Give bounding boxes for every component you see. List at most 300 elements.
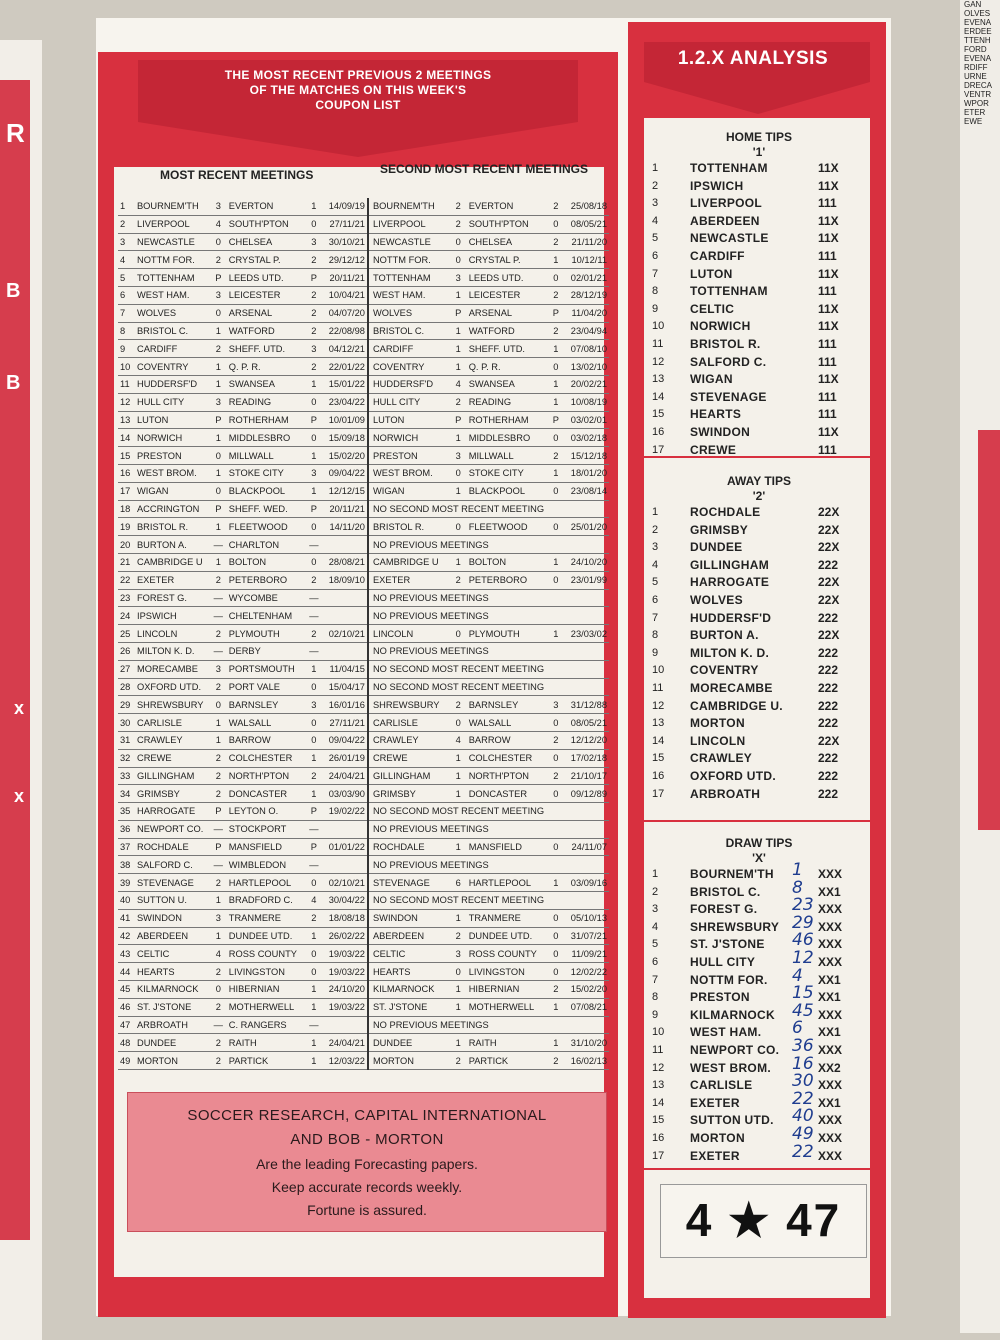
home-team: LUTON <box>135 411 210 429</box>
draw-tip-row <box>648 947 870 972</box>
second-home-score: 3 <box>450 269 467 287</box>
away-team: ROSS COUNTY <box>227 945 306 963</box>
second-away-team: ROSS COUNTY <box>467 945 548 963</box>
home-score: 2 <box>210 785 227 803</box>
away-team: LEICESTER <box>227 286 306 304</box>
meeting-row <box>118 838 609 856</box>
meeting-row <box>118 909 609 927</box>
tip-team: KILMARNOCK <box>690 1007 775 1022</box>
away-team: SHEFF. UTD. <box>227 340 306 358</box>
tip-team: TOTTENHAM <box>690 161 768 175</box>
away-tip-row <box>648 786 870 804</box>
away-tip-row <box>648 733 870 751</box>
meeting-row <box>118 589 609 607</box>
second-home-team: CARDIFF <box>368 340 450 358</box>
second-meeting-date: 25/01/20 <box>564 518 609 536</box>
second-away-team: CHELSEA <box>467 233 548 251</box>
tip-code: 11X <box>818 424 839 439</box>
meeting-row <box>118 304 609 322</box>
meeting-row <box>118 820 609 838</box>
meeting-number: 23 <box>118 589 135 607</box>
away-score: 2 <box>305 251 322 269</box>
home-team: CREWE <box>135 749 210 767</box>
tip-team: ABERDEEN <box>690 213 760 228</box>
tip-code: XX1 <box>818 990 841 1005</box>
tip-team: WEST BROM. <box>690 1060 771 1075</box>
home-score: 0 <box>210 981 227 999</box>
tip-number: 2 <box>652 179 659 192</box>
home-score: 1 <box>210 358 227 376</box>
banker-box <box>660 1184 867 1258</box>
second-home-score: 0 <box>450 251 467 269</box>
away-score: 1 <box>305 785 322 803</box>
tip-number: 1 <box>652 868 659 880</box>
tip-team: CELTIC <box>690 301 735 316</box>
away-team: RAITH <box>227 1034 306 1052</box>
home-team: HUDDERSF'D <box>135 375 210 393</box>
draw-tip-row <box>648 983 870 1007</box>
tip-number: 16 <box>652 1131 665 1144</box>
second-home-score: 1 <box>450 767 467 785</box>
home-tips-list <box>648 160 870 459</box>
second-away-score: 1 <box>547 251 564 269</box>
second-home-team: NORWICH <box>368 429 450 447</box>
home-tips-sub: '1' <box>752 145 766 159</box>
second-away-team: DONCASTER <box>467 785 548 803</box>
away-score: — <box>305 856 322 874</box>
away-team: LEEDS UTD. <box>227 269 306 287</box>
away-score: P <box>305 500 322 518</box>
draw-tip-row <box>648 965 870 990</box>
tip-number: 7 <box>652 267 659 280</box>
home-team: WEST HAM. <box>135 286 210 304</box>
second-away-team: ARSENAL <box>467 304 548 322</box>
meeting-number: 17 <box>118 482 135 500</box>
away-team: Q. P. R. <box>227 358 306 376</box>
meeting-date: 14/09/19 <box>322 198 368 215</box>
away-tip-row <box>648 750 870 768</box>
meeting-row <box>118 981 609 999</box>
second-away-score: 2 <box>547 731 564 749</box>
meetings-table <box>118 198 609 1070</box>
draw-tips-section <box>648 836 870 1165</box>
home-team: NOTTM FOR. <box>135 251 210 269</box>
second-away-team: BARNSLEY <box>467 696 548 714</box>
home-score: 3 <box>210 909 227 927</box>
home-score: 0 <box>210 482 227 500</box>
handwritten-coupon-number: 22 <box>792 1088 814 1109</box>
second-away-score: 2 <box>547 767 564 785</box>
home-score: P <box>210 838 227 856</box>
meeting-date <box>322 1016 368 1034</box>
home-score: 2 <box>210 1052 227 1070</box>
meeting-date: 19/03/22 <box>322 963 368 981</box>
tip-team: NEWCASTLE <box>690 231 769 246</box>
tip-code: 111 <box>818 389 837 404</box>
home-tip-row <box>648 248 870 266</box>
second-home-team: SHREWSBURY <box>368 696 450 714</box>
draw-tips-list <box>648 860 870 1165</box>
meeting-number: 39 <box>118 874 135 892</box>
draw-tip-row <box>648 895 870 919</box>
second-away-score: 0 <box>547 269 564 287</box>
handwritten-coupon-number: 49 <box>792 1123 814 1144</box>
meeting-row <box>118 998 609 1016</box>
second-away-score: 0 <box>547 749 564 767</box>
second-meeting-date: 23/01/99 <box>564 571 609 589</box>
second-home-score: 0 <box>450 714 467 732</box>
away-score: 1 <box>305 1034 322 1052</box>
edge-word: ETER <box>964 108 986 117</box>
tip-team: HARROGATE <box>690 575 770 590</box>
away-score: 1 <box>305 660 322 678</box>
second-home-team: CAMBRIDGE U <box>368 553 450 571</box>
second-home-team: KILMARNOCK <box>368 981 450 999</box>
second-home-team: WOLVES <box>368 304 450 322</box>
meeting-row <box>118 892 609 910</box>
meeting-number: 29 <box>118 696 135 714</box>
second-meeting-date: 31/12/88 <box>564 696 609 714</box>
meeting-number: 36 <box>118 820 135 838</box>
away-score: 2 <box>305 304 322 322</box>
tip-team: BOURNEM'TH <box>690 867 774 881</box>
away-tip-row <box>648 662 870 680</box>
home-team: NEWCASTLE <box>135 233 210 251</box>
tip-number: 2 <box>652 523 659 536</box>
away-score: — <box>305 820 322 838</box>
second-away-team: TRANMERE <box>467 909 548 927</box>
home-team: ACCRINGTON <box>135 500 210 518</box>
second-home-score: 2 <box>450 571 467 589</box>
second-away-team: MIDDLESBRO <box>467 429 548 447</box>
second-away-team: EVERTON <box>467 198 548 215</box>
away-tip-row <box>648 698 870 716</box>
second-home-team: COVENTRY <box>368 358 450 376</box>
second-away-score: 0 <box>547 482 564 500</box>
tip-code: 222 <box>818 680 839 695</box>
home-team: DUNDEE <box>135 1034 210 1052</box>
meeting-number: 42 <box>118 927 135 945</box>
adjacent-red-panel <box>0 80 30 1240</box>
meeting-date: 27/11/21 <box>322 215 368 233</box>
meeting-number: 15 <box>118 447 135 465</box>
home-score: 2 <box>210 874 227 892</box>
tip-code: XXX <box>818 1078 843 1093</box>
second-away-score: 2 <box>547 1052 564 1070</box>
away-score: 0 <box>305 518 322 536</box>
away-team: MIDDLESBRO <box>227 429 306 447</box>
tip-team: STEVENAGE <box>690 389 767 404</box>
tip-code: 222 <box>818 663 839 678</box>
draw-tip-row <box>648 1123 870 1148</box>
tip-code: XX1 <box>818 1025 841 1040</box>
second-away-score: 0 <box>547 838 564 856</box>
away-tip-row <box>648 557 870 575</box>
meeting-number: 47 <box>118 1016 135 1034</box>
meeting-date: 15/09/18 <box>322 429 368 447</box>
away-team: BARNSLEY <box>227 696 306 714</box>
second-meeting-date: 20/02/21 <box>564 375 609 393</box>
home-team: HEARTS <box>135 963 210 981</box>
tip-code: XXX <box>818 919 843 934</box>
home-tip-row <box>648 406 870 424</box>
edge-word: EWE <box>964 117 983 126</box>
second-meeting-date: 08/05/21 <box>564 714 609 732</box>
second-home-team: LINCOLN <box>368 625 450 643</box>
second-home-score: 4 <box>450 731 467 749</box>
tip-number: 11 <box>652 1043 664 1056</box>
tip-team: MILTON K. D. <box>690 645 770 660</box>
home-team: GRIMSBY <box>135 785 210 803</box>
home-team: HULL CITY <box>135 393 210 411</box>
home-tip-row <box>648 354 870 372</box>
away-score: P <box>305 838 322 856</box>
tip-code: XX1 <box>818 884 841 899</box>
tip-number: 10 <box>652 1026 665 1039</box>
tip-team: PRESTON <box>690 990 750 1005</box>
away-team: MILLWALL <box>227 447 306 465</box>
away-team: STOCKPORT <box>227 820 306 838</box>
analysis-title: 1.2.X ANALYSIS <box>677 48 829 69</box>
second-away-score: P <box>547 411 564 429</box>
home-tip-row <box>648 371 870 389</box>
home-score: 1 <box>210 927 227 945</box>
home-tip-row <box>648 424 870 442</box>
meeting-number: 4 <box>118 251 135 269</box>
draw-tip-row <box>648 1053 870 1078</box>
tip-code: 22X <box>818 628 840 643</box>
adjacent-page-right <box>960 0 1000 1333</box>
away-team: FLEETWOOD <box>227 518 306 536</box>
edge-letter: B <box>6 372 21 394</box>
tip-team: DUNDEE <box>690 540 743 555</box>
tip-team: EXETER <box>690 1095 740 1110</box>
away-score: 0 <box>305 215 322 233</box>
second-away-score: 0 <box>547 215 564 233</box>
home-team: ROCHDALE <box>135 838 210 856</box>
away-team: TRANMERE <box>227 909 306 927</box>
second-meeting-note: NO PREVIOUS MEETINGS <box>368 607 609 625</box>
home-team: OXFORD UTD. <box>135 678 210 696</box>
away-score: 0 <box>305 429 322 447</box>
meeting-date: 19/03/22 <box>322 945 368 963</box>
second-home-score: 4 <box>450 375 467 393</box>
tip-number: 8 <box>652 991 659 1004</box>
second-home-score: 3 <box>450 447 467 465</box>
meeting-row <box>118 269 609 287</box>
handwritten-coupon-number: 30 <box>792 1071 814 1092</box>
second-meeting-date: 09/12/89 <box>564 785 609 803</box>
meeting-number: 37 <box>118 838 135 856</box>
meeting-number: 2 <box>118 215 135 233</box>
home-team: CARLISLE <box>135 714 210 732</box>
away-team: NORTH'PTON <box>227 767 306 785</box>
tip-number: 7 <box>652 611 659 624</box>
meeting-row <box>118 803 609 821</box>
away-team: WYCOMBE <box>227 589 306 607</box>
second-home-score: 0 <box>450 233 467 251</box>
meeting-date: 26/01/19 <box>322 749 368 767</box>
meeting-date: 23/04/22 <box>322 393 368 411</box>
tip-team: NORWICH <box>690 319 751 334</box>
second-away-team: LEICESTER <box>467 286 548 304</box>
home-tip-row <box>648 283 870 301</box>
tip-code: XXX <box>818 954 843 969</box>
home-score: 2 <box>210 625 227 643</box>
away-team: PORT VALE <box>227 678 306 696</box>
tip-number: 9 <box>652 302 659 315</box>
home-score: 2 <box>210 571 227 589</box>
meeting-row <box>118 1016 609 1034</box>
second-home-team: CARLISLE <box>368 714 450 732</box>
second-meeting-date: 10/12/11 <box>564 251 609 269</box>
meeting-row <box>118 429 609 447</box>
meeting-row <box>118 251 609 269</box>
away-team: WIMBLEDON <box>227 856 306 874</box>
away-team: LEYTON O. <box>227 803 306 821</box>
header-line-1: THE MOST RECENT PREVIOUS 2 MEETINGS <box>224 68 492 82</box>
edge-word: RDIFF <box>964 63 988 72</box>
second-away-team: STOKE CITY <box>467 464 548 482</box>
tip-team: ST. J'STONE <box>690 937 765 952</box>
home-tip-row <box>648 336 870 354</box>
home-score: — <box>210 642 227 660</box>
second-meeting-date: 10/08/19 <box>564 393 609 411</box>
tip-code: 11X <box>818 266 839 281</box>
tip-code: 11X <box>818 301 839 316</box>
home-tip-row <box>648 266 870 284</box>
meeting-row <box>118 696 609 714</box>
tip-team: MORTON <box>690 716 745 731</box>
meeting-date: 10/01/09 <box>322 411 368 429</box>
home-score: P <box>210 500 227 518</box>
second-away-team: COLCHESTER <box>467 749 548 767</box>
meeting-number: 22 <box>118 571 135 589</box>
meeting-number: 30 <box>118 714 135 732</box>
second-home-team: GRIMSBY <box>368 785 450 803</box>
home-tip-row <box>648 213 870 231</box>
second-away-team: PLYMOUTH <box>467 625 548 643</box>
second-away-score: 0 <box>547 518 564 536</box>
home-team: IPSWICH <box>135 607 210 625</box>
tip-team: BURTON A. <box>690 628 759 643</box>
tip-code: XXX <box>818 867 843 881</box>
home-team: COVENTRY <box>135 358 210 376</box>
tip-team: BRISTOL R. <box>690 336 761 351</box>
tip-code: 22X <box>818 540 840 555</box>
section-divider <box>644 820 876 822</box>
meeting-date: 22/01/22 <box>322 358 368 376</box>
away-team: LIVINGSTON <box>227 963 306 981</box>
second-away-team: CRYSTAL P. <box>467 251 548 269</box>
away-score: 1 <box>305 375 322 393</box>
second-home-team: NEWCASTLE <box>368 233 450 251</box>
meeting-date <box>322 536 368 554</box>
second-away-team: NORTH'PTON <box>467 767 548 785</box>
away-score: 1 <box>305 998 322 1016</box>
meeting-date: 18/08/18 <box>322 909 368 927</box>
tip-number: 5 <box>652 232 659 245</box>
home-score: — <box>210 856 227 874</box>
tip-code: 222 <box>818 786 839 801</box>
meeting-date: 12/12/15 <box>322 482 368 500</box>
tip-number: 1 <box>652 162 659 174</box>
tip-number: 14 <box>652 1096 665 1109</box>
meeting-date: 01/01/22 <box>322 838 368 856</box>
handwritten-coupon-number: 36 <box>792 1035 814 1056</box>
second-away-team: LEEDS UTD. <box>467 269 548 287</box>
second-home-team: LUTON <box>368 411 450 429</box>
tip-code: 111 <box>818 354 837 369</box>
meeting-row <box>118 340 609 358</box>
tip-code: 222 <box>818 751 839 766</box>
home-score: 1 <box>210 464 227 482</box>
draw-tip-row <box>648 1106 870 1130</box>
tip-number: 15 <box>652 1114 665 1127</box>
second-away-team: BLACKPOOL <box>467 482 548 500</box>
away-tip-row <box>648 715 870 733</box>
second-home-score: 1 <box>450 981 467 999</box>
adjacent-red-block <box>978 430 1000 830</box>
meeting-row <box>118 571 609 589</box>
second-away-score: 1 <box>547 340 564 358</box>
meeting-date: 24/04/21 <box>322 767 368 785</box>
away-team: WATFORD <box>227 322 306 340</box>
tip-team: CARLISLE <box>690 1078 753 1093</box>
away-score: 2 <box>305 322 322 340</box>
home-tip-row <box>648 160 870 178</box>
meeting-row <box>118 482 609 500</box>
away-team: WALSALL <box>227 714 306 732</box>
second-meeting-date: 24/10/20 <box>564 553 609 571</box>
home-score: — <box>210 589 227 607</box>
home-team: LINCOLN <box>135 625 210 643</box>
meeting-row <box>118 375 609 393</box>
meeting-number: 43 <box>118 945 135 963</box>
meeting-row <box>118 536 609 554</box>
second-home-score: 3 <box>450 945 467 963</box>
away-score: 1 <box>305 927 322 945</box>
away-team: DUNDEE UTD. <box>227 927 306 945</box>
away-team: CHARLTON <box>227 536 306 554</box>
tip-number: 12 <box>652 699 665 712</box>
second-home-score: 0 <box>450 625 467 643</box>
header-line-3: COUPON LIST <box>315 98 401 112</box>
second-away-score: 0 <box>547 429 564 447</box>
second-meeting-date: 17/02/18 <box>564 749 609 767</box>
tip-number: 17 <box>652 1149 665 1162</box>
meeting-number: 46 <box>118 998 135 1016</box>
tip-code: 11X <box>818 178 839 193</box>
away-score: 0 <box>305 714 322 732</box>
away-score: 0 <box>305 963 322 981</box>
home-team: ARBROATH <box>135 1016 210 1034</box>
away-tip-row <box>648 610 870 628</box>
home-team: GILLINGHAM <box>135 767 210 785</box>
away-score: 2 <box>305 358 322 376</box>
meeting-date: 29/12/12 <box>322 251 368 269</box>
second-meeting-date: 21/10/17 <box>564 767 609 785</box>
second-home-team: TOTTENHAM <box>368 269 450 287</box>
second-away-score: 0 <box>547 909 564 927</box>
second-home-team: SWINDON <box>368 909 450 927</box>
meeting-row <box>118 749 609 767</box>
handwritten-coupon-number: 45 <box>792 1000 814 1021</box>
meeting-date: 04/07/20 <box>322 304 368 322</box>
home-score: 0 <box>210 447 227 465</box>
away-score: 1 <box>305 198 322 215</box>
second-home-team: DUNDEE <box>368 1034 450 1052</box>
